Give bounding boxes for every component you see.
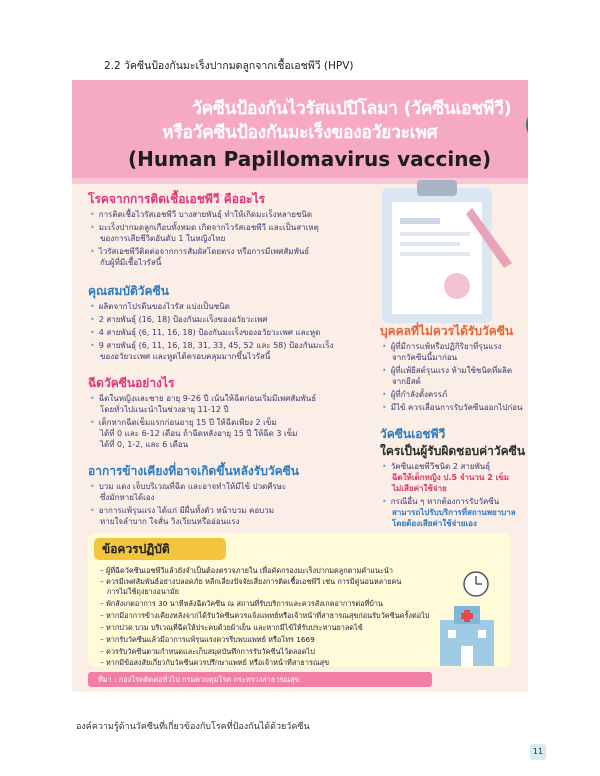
banner-title-line3: (Human Papillomavirus vaccine) [128, 147, 492, 171]
list-item: • วัคซีนเอชพีวีชนิด 2 สายพันธุ์ [382, 462, 491, 471]
injection-title: ฉีดวัคซีนอย่างไร [88, 376, 175, 390]
list-item: • มีไข้ ควรเลื่อนการรับวัคซีนออกไปก่อน [382, 403, 523, 412]
list-item: โดยทั่วไปแนะนำในช่วงอายุ 11-12 ปี [100, 405, 229, 414]
list-item: การไม่ใช้ถุงยางอนามัย [107, 587, 179, 596]
not-eligible-title: บุคคลที่ไม่ควรได้รับวัคซีน [380, 324, 514, 338]
list-item: โดยต้องเสียค่าใช้จ่ายเอง [392, 519, 477, 528]
clipboard-illustration [372, 168, 522, 328]
practice-title: ข้อควรปฏิบัติ [94, 538, 226, 560]
list-item: • การติดเชื้อไวรัสเอชพีวี บางสายพันธุ์ ทำให้เกิดมะเร็งหลายชนิด [90, 210, 313, 219]
list-item: ไม่เสียค่าใช้จ่าย [392, 484, 447, 493]
list-item: • อาการแพ้รุนแรง ได้แก่ มีผื่นทั้งตัว หน้าบวม คอบวม [90, 506, 274, 515]
list-item: จากวัคซีนนี้มาก่อน [392, 353, 458, 362]
list-item: ได้ที่ 0 และ 6-12 เดือน ถ้าฉีดหลังอายุ 15 ปี ให้ฉีด 3 เข็ม [100, 429, 298, 438]
list-item: ของอวัยวะเพศ และหูดได้ครอบคลุมมากขึ้นไวรัสนี้ [100, 352, 271, 361]
payer-title-line2: ใครเป็นผู้รับผิดชอบค่าวัคซีน [380, 444, 526, 458]
source-bar: ที่มา : กองโรคติดต่อทั่วไป กรมควบคุมโรค กระทรวงสาธารณสุข [88, 672, 432, 687]
list-item: • ไวรัสเอชพีวีติดต่อจากการสัมผัสโดยตรง หรือการมีเพศสัมพันธ์ [90, 247, 310, 256]
list-item: ฉีดให้เด็กหญิง ป.5 จำนวน 2 เข็ม [392, 473, 510, 482]
list-item: – หากมีข้อสงสัยเกี่ยวกับวัคซีนควรปรึกษาแพทย์ หรือเจ้าหน้าที่สาธารณสุข [100, 658, 330, 667]
banner-title-line1: วัคซีนป้องกันไวรัสแปปิโลมา (วัคซีนเอชพีวี) [192, 99, 512, 119]
list-item: กับผู้ที่มีเชื้อไวรัสนี้ [100, 258, 162, 267]
side-effects-title: อาการข้างเคียงที่อาจเกิดขึ้นหลังรับวัคซีน [88, 464, 299, 478]
list-item: – ควรรับวัคซีนตามกำหนดและเก็บสมุดบันทึกการรับวัคซีนไว้ตลอดไป [100, 647, 315, 656]
page-footer: องค์ความรู้ด้านวัคซีนที่เกี่ยวข้องกับโรคที่ป้องกันได้ด้วยวัคซีน [76, 722, 310, 732]
list-item: • ผู้ที่แพ้ยีสต์รุนแรง ห้ามใช้ชนิดที่ผลิต [382, 366, 513, 375]
list-item: • เด็กหากฉีดเข็มแรกก่อนอายุ 15 ปี ให้ฉีดเพียง 2 เข็ม [90, 418, 277, 427]
list-item: จากยีสต์ [392, 377, 421, 386]
list-item: หายใจลำบาก ใจสั่น วิงเวียนหรืออ่อนแรง [100, 517, 240, 526]
hpv-poster [72, 80, 528, 692]
hospital-illustration [436, 570, 498, 670]
list-item: • ผู้ที่กำลังตั้งครรภ์ [382, 390, 448, 399]
payer-title-line1: วัคซีนเอชพีวี [380, 427, 446, 441]
list-item: ของการเสียชีวิตอันดับ 1 ในหญิงไทย [100, 234, 226, 243]
list-item: • 4 สายพันธุ์ (6, 11, 16, 18) ป้องกันมะเร็งของอวัยวะเพศ และหูด [90, 328, 321, 337]
list-item: • ผู้ที่มีการแพ้หรือปฏิกิริยาที่รุนแรง [382, 342, 502, 351]
list-item: – หากรับวัคซีนแล้วมีอาการแพ้รุนแรงควรรีบพบแพทย์ หรือโทร 1669 [100, 635, 315, 644]
banner-title-line2: หรือวัคซีนป้องกันมะเร็งของอวัยวะเพศ [162, 123, 438, 143]
list-item: – ผู้ที่ฉีดวัคซีนเอชพีวีแล้วยังจำเป็นต้องตรวจภายใน เพื่อคัดกรองมะเร็งปากมดลูกตามคำแนะนำ [100, 566, 393, 575]
page-number: 11 [530, 744, 546, 760]
list-item: – หากมีอาการข้างเคียงหลังจากได้รับวัคซีนควรแจ้งแพทย์หรือเจ้าหน้าที่สาธารณสุขก่อนรับวัคซีนครั้งต่อไป [100, 611, 430, 620]
list-item: • กรณีอื่น ๆ หากต้องการรับวัคซีน [382, 497, 500, 506]
list-item: • ฉีดในหญิงและชาย อายุ 9-26 ปี เน้นให้ฉีดก่อนเริ่มมีเพศสัมพันธ์ [90, 394, 317, 403]
list-item: สามารถไปรับบริการที่สถานพยาบาล [392, 508, 516, 517]
section-heading: 2.2 วัคซีนป้องกันมะเร็งปากมดลูกจากเชื้อเอชพีวี (HPV) [104, 60, 354, 72]
ministry-logo [526, 108, 528, 142]
list-item: ได้ที่ 0, 1-2, และ 6 เดือน [100, 440, 189, 449]
list-item: • บวม แดง เจ็บบริเวณที่ฉีด และอาจทำให้มีไข้ ปวดศีรษะ [90, 482, 287, 491]
list-item: – ควรมีเพศสัมพันธ์อย่างปลอดภัย หลีกเลี่ยงปัจจัยเสี่ยงการติดเชื้อเอชพีวี เช่น การมีคู่นอนหลายคน [100, 577, 402, 586]
list-item: • 9 สายพันธุ์ (6, 11, 16, 18, 31, 33, 45, 52 และ 58) ป้องกันมะเร็ง [90, 341, 334, 350]
disease-title: โรคจากการติดเชื้อเอชพีวี คืออะไร [88, 192, 266, 206]
list-item: – หากปวด บวม บริเวณที่ฉีดให้ประคบด้วยผ้าเย็น และหากมีไข้ให้รับประทานยาลดไข้ [100, 623, 363, 632]
list-item: • มะเร็งปากมดลูกเกือบทั้งหมด เกิดจากไวรัสเอชพีวี และเป็นสาเหตุ [90, 223, 319, 232]
list-item: – พักสังเกตอาการ 30 นาทีหลังฉีดวัคซีน ณ สถานที่รับบริการและควรสังเกตอาการต่อที่บ้าน [100, 599, 384, 608]
list-item: • 2 สายพันธุ์ (16, 18) ป้องกันมะเร็งของอวัยวะเพศ [90, 315, 268, 324]
list-item: • ผลิตจากโปรตีนของไวรัส แบ่งเป็นชนิด [90, 302, 230, 311]
properties-title: คุณสมบัติวัคซีน [88, 284, 169, 298]
list-item: ซึ่งมักหายได้เอง [100, 493, 155, 502]
